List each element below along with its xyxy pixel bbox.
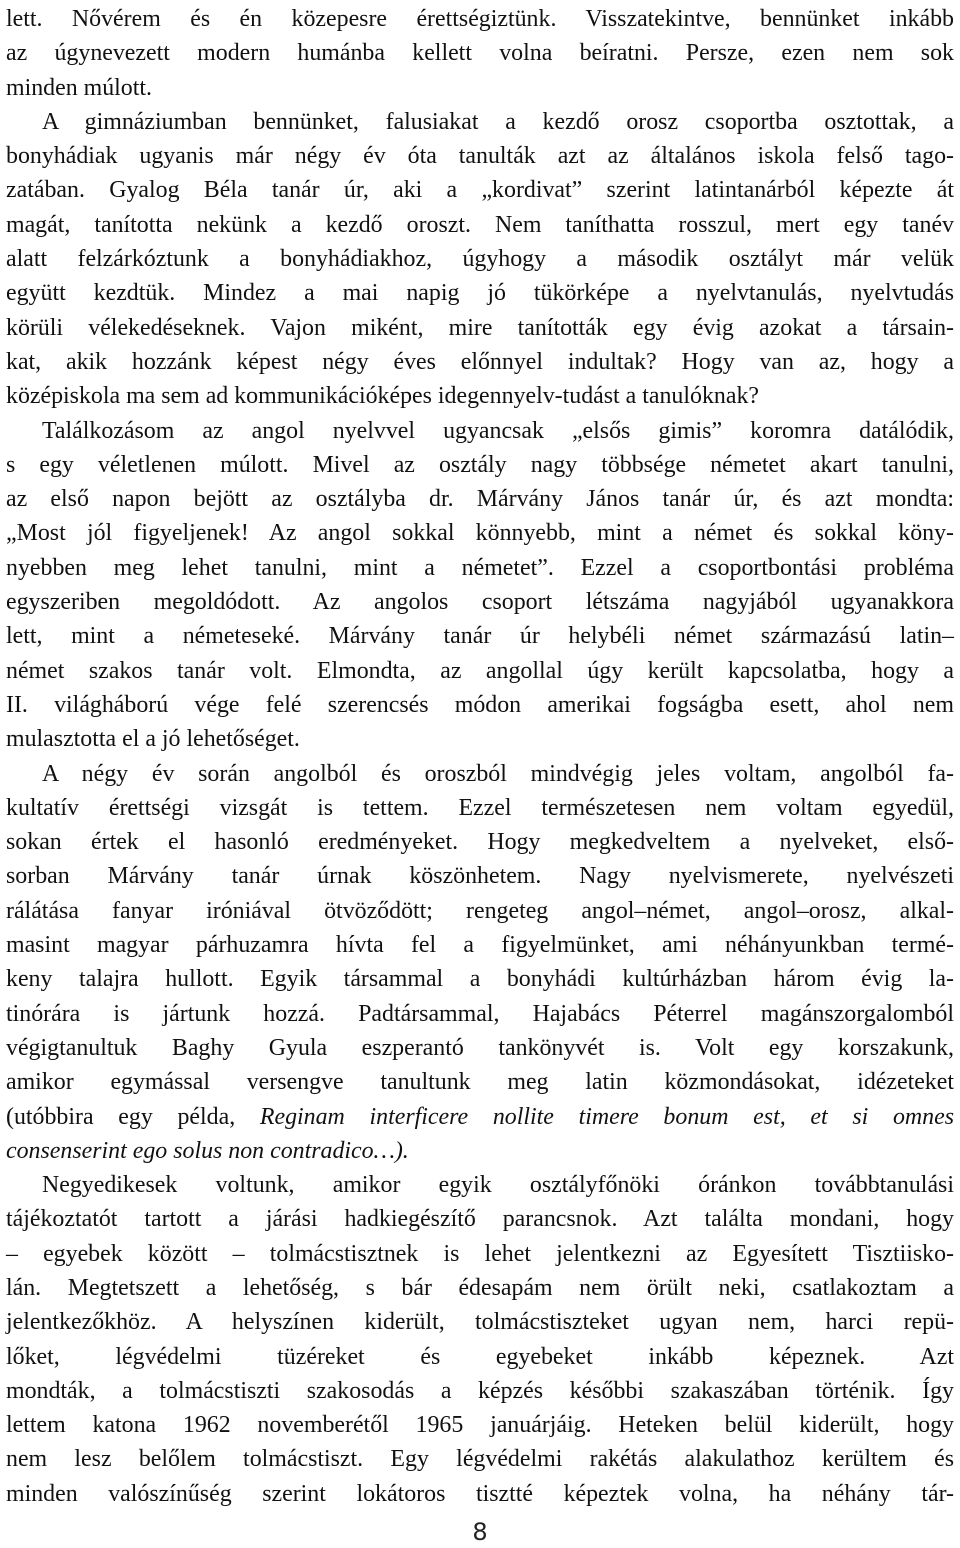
text-line (6, 1305, 954, 1339)
text-line-content: lán. Megtetszett a lehetőség, s bár édesapám nem örült neki, csatlakoztam a (6, 1274, 954, 1301)
text-line-content: nyebben meg lehet tanulni, mint a németet”. Ezzel a csoportbontási probléma (6, 554, 954, 581)
document-page (6, 2, 954, 1511)
text-line (6, 859, 954, 893)
text-line (6, 962, 954, 996)
text-line (6, 551, 954, 585)
text-line-content: végigtanultuk Baghy Gyula eszperantó tankönyvét is. Volt egy korszakunk, (6, 1034, 954, 1061)
text-line-content: masint magyar párhuzamra hívta fel a figyelmünket, ami néhányunkban termé- (6, 932, 954, 959)
text-line-content: bonyhádiak ugyanis már négy év óta tanulták azt az általános iskola felső tago- (6, 143, 954, 170)
text-line (6, 1168, 954, 1202)
text-line (6, 242, 954, 276)
text-line (6, 1271, 954, 1305)
text-line-content: német szakos tanár volt. Elmondta, az angollal úgy került kapcsolatba, hogy a (6, 657, 954, 684)
text-line (6, 311, 954, 345)
text-line-content: rálátása fanyar iróniával ötvöződött; rengeteg angol–német, angol–orosz, alkal- (6, 897, 954, 924)
text-line-content: II. világháború vége felé szerencsés módon amerikai fogságba esett, ahol nem (6, 691, 954, 718)
text-line (6, 1100, 954, 1134)
text-line (6, 997, 954, 1031)
text-line-content: egyszeriben megoldódott. Az angolos csoport létszáma nagyjából ugyanakkora (6, 589, 954, 616)
text-line-content: – egyebek között – tolmácstisztnek is lehet jelentkezni az Egyesített Tisztiisko- (6, 1240, 954, 1267)
text-line-content: A négy év során angolból és oroszból mindvégig jeles voltam, angolból fa- (42, 760, 954, 787)
text-line (6, 654, 954, 688)
text-line-content: lettem katona 1962 novemberétől 1965 januárjáig. Heteken belül kiderült, hogy (6, 1412, 954, 1439)
text-line-content: Negyedikesek voltunk, amikor egyik osztályfőnöki óránkon továbbtanulási (42, 1172, 954, 1199)
text-line (6, 688, 954, 722)
text-line (6, 894, 954, 928)
text-line (6, 516, 954, 550)
text-line-content: mulasztotta el a jó lehetőséget. (6, 726, 300, 753)
text-line-content: A gimnáziumban bennünket, falusiakat a kezdő orosz csoportba osztottak, a (42, 108, 954, 135)
italic-quote: Reginam interficere nollite timere bonum est, et si omnes (259, 1103, 955, 1130)
text-line-content: tinórára is jártunk hozzá. Padtársammal, Hajabács Péterrel magánszorgalomból (6, 1000, 954, 1027)
text-line-content: sorban Márvány tanár úrnak köszönhetem. Nagy nyelvismerete, nyelvészeti (6, 863, 954, 890)
text-line-content: magát, tanította nekünk a kezdő oroszt. Nem taníthatta rosszul, mert egy tanév (6, 211, 954, 238)
text-line (6, 1134, 954, 1168)
text-line-content: „Most jól figyeljenek! Az angol sokkal könnyebb, mint a német és sokkal köny- (6, 520, 954, 547)
text-line-content: lett. Nővérem és én közepesre érettségiztünk. Visszatekintve, bennünket inkább (6, 6, 954, 32)
text-line (6, 1031, 954, 1065)
text-line-content: körüli vélekedéseknek. Vajon miként, mire tanították egy évig azokat a társain- (6, 314, 954, 341)
text-line-content: jelentkezőkhöz. A helyszínen kiderült, tolmácstiszteket ugyan nem, harci repü- (6, 1309, 954, 1336)
text-line (6, 1202, 954, 1236)
text-line (6, 928, 954, 962)
text-line (6, 585, 954, 619)
text-line-content: nem lesz belőlem tolmácstiszt. Egy légvédelmi rakétás alakulathoz kerültem és (6, 1446, 954, 1473)
text-line-content: sokan értek el hasonló eredményeket. Hogy megkedveltem a nyelveket, első- (6, 829, 954, 856)
italic-quote: consenserint ego solus non contradico…). (6, 1137, 409, 1164)
text-line-content: középiskola ma sem ad kommunikációképes idegennyelv-tudást a tanulóknak? (6, 383, 759, 410)
text-line (6, 276, 954, 310)
text-line (6, 345, 954, 379)
text-line-content: minden múlott. (6, 74, 152, 101)
text-line-content: lőket, légvédelmi tüzéreket és egyebeket inkább képeznek. Azt (6, 1343, 954, 1370)
text-line (6, 208, 954, 242)
text-line-content: keny talajra hullott. Egyik társammal a bonyhádi kultúrházban három évig la- (6, 966, 954, 993)
text-line (6, 36, 954, 70)
text-line (6, 71, 954, 105)
text-line (6, 482, 954, 516)
text-line (6, 139, 954, 173)
text-line (6, 619, 954, 653)
text-line (6, 1340, 954, 1374)
text-line (6, 379, 954, 413)
text-line (6, 791, 954, 825)
text-line-content: együtt kezdtük. Mindez a mai napig jó tükörképe a nyelvtanulás, nyelvtudás (6, 280, 954, 307)
text-line-content: kat, akik hozzánk képest négy éves előnnyel indultak? Hogy van az, hogy a (6, 348, 954, 375)
text-line (6, 825, 954, 859)
text-line-content: az első napon bejött az osztályba dr. Márvány János tanár úr, és azt mondta: (6, 486, 954, 513)
text-line (6, 1408, 954, 1442)
text-line-content: az úgynevezett modern humánba kellett volna beíratni. Persze, ezen nem sok (6, 40, 954, 67)
text-line-content: Találkozásom az angol nyelvvel ugyancsak „elsős gimis” koromra datálódik, (42, 417, 954, 444)
text-line-content: lett, mint a németeseké. Márvány tanár úr helybéli német származású latin– (6, 623, 954, 650)
text-line-content: amikor egymással versengve tanultunk meg latin közmondásokat, idézeteket (6, 1069, 954, 1096)
text-line-content: alatt felzárkóztunk a bonyhádiakhoz, úgyhogy a második osztályt már velük (6, 246, 954, 273)
text-line (6, 2, 954, 36)
text-line-content: s egy véletlenen múlott. Mivel az osztály nagy többsége németet akart tanulni, (6, 451, 954, 478)
text-line (6, 1237, 954, 1271)
text-line (6, 448, 954, 482)
text-line (6, 173, 954, 207)
text-line (6, 1477, 954, 1511)
text-line-content: kultatív érettségi vizsgát is tettem. Ezzel természetesen nem voltam egyedül, (6, 794, 954, 821)
text-line (6, 757, 954, 791)
text-line (6, 722, 954, 756)
text-line (6, 414, 954, 448)
text-line (6, 1442, 954, 1476)
text-line-content: zatában. Gyalog Béla tanár úr, aki a „kordivat” szerint latintanárból képezte át (6, 177, 954, 204)
text-line-content: (utóbbira egy példa, (6, 1103, 260, 1130)
text-line-content: tájékoztatót tartott a járási hadkiegészítő parancsnok. Azt találta mondani, hogy (6, 1206, 954, 1233)
text-line (6, 1065, 954, 1099)
text-line (6, 1374, 954, 1408)
text-line-content: mondták, a tolmácstiszti szakosodás a képzés későbbi szakaszában történik. Így (6, 1377, 954, 1404)
text-line (6, 105, 954, 139)
text-line-content: minden valószínűség szerint lokátoros tisztté képeztek volna, ha néhány tár- (6, 1480, 954, 1507)
page-number: 8 (472, 1518, 488, 1546)
